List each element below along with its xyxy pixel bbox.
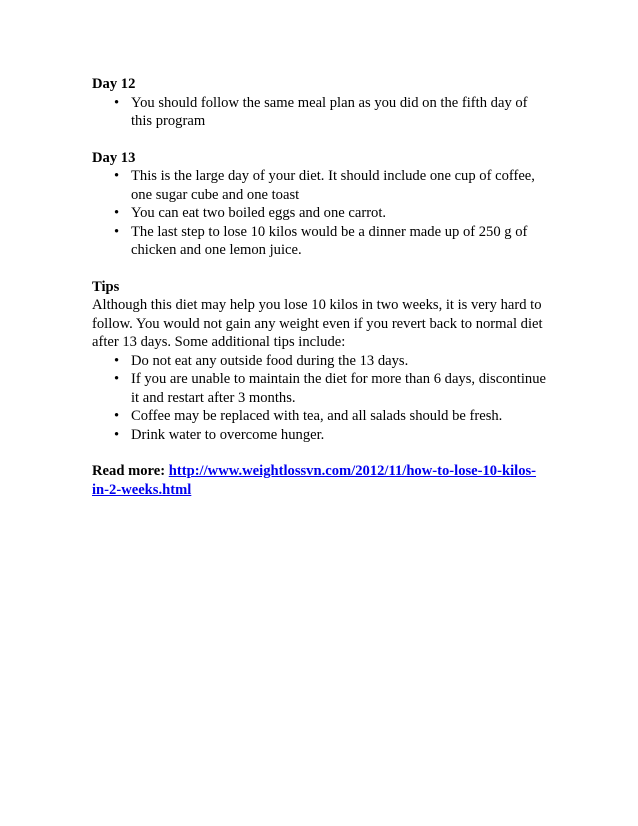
list-item: • You should follow the same meal plan as you did on the fifth day of this program	[92, 94, 552, 131]
day-13-section	[92, 149, 552, 260]
day-13-list	[92, 167, 552, 260]
list-item: • Drink water to overcome hunger.	[92, 426, 552, 445]
tips-paragraph: Although this diet may help you lose 10 kilos in two weeks, it is very hard to follow. You would not gain any weight even if you revert back to normal diet after 13 days. Some additional tips include:	[92, 297, 543, 350]
day-12-section	[92, 75, 552, 131]
day-12-heading: Day 12	[92, 76, 136, 92]
tips-list	[92, 352, 552, 445]
tips-heading: Tips	[92, 278, 120, 295]
list-item: • The last step to lose 10 kilos would be a dinner made up of 250 g of chicken and one lemon juice.	[92, 223, 552, 260]
list-item: • This is the large day of your diet. It should include one cup of coffee, one sugar cube and one toast	[92, 167, 552, 204]
list-item: • You can eat two boiled eggs and one carrot.	[92, 204, 552, 223]
list-item: • Do not eat any outside food during the 13 days.	[92, 352, 552, 371]
read-more-link[interactable]: http://www.weightlossvn.com/2012/11/how-to-lose-10-kilos-in-2-weeks.html	[92, 463, 537, 498]
document-page	[92, 75, 552, 499]
tips-section	[92, 278, 552, 445]
list-item: • If you are unable to maintain the diet for more than 6 days, discontinue it and restart after 3 months.	[92, 370, 552, 407]
list-item: • Coffee may be replaced with tea, and all salads should be fresh.	[92, 407, 552, 426]
day-13-heading: Day 13	[92, 149, 136, 166]
read-more	[92, 462, 552, 499]
day-12-list	[92, 94, 552, 131]
read-more-label: Read more:	[92, 463, 166, 479]
